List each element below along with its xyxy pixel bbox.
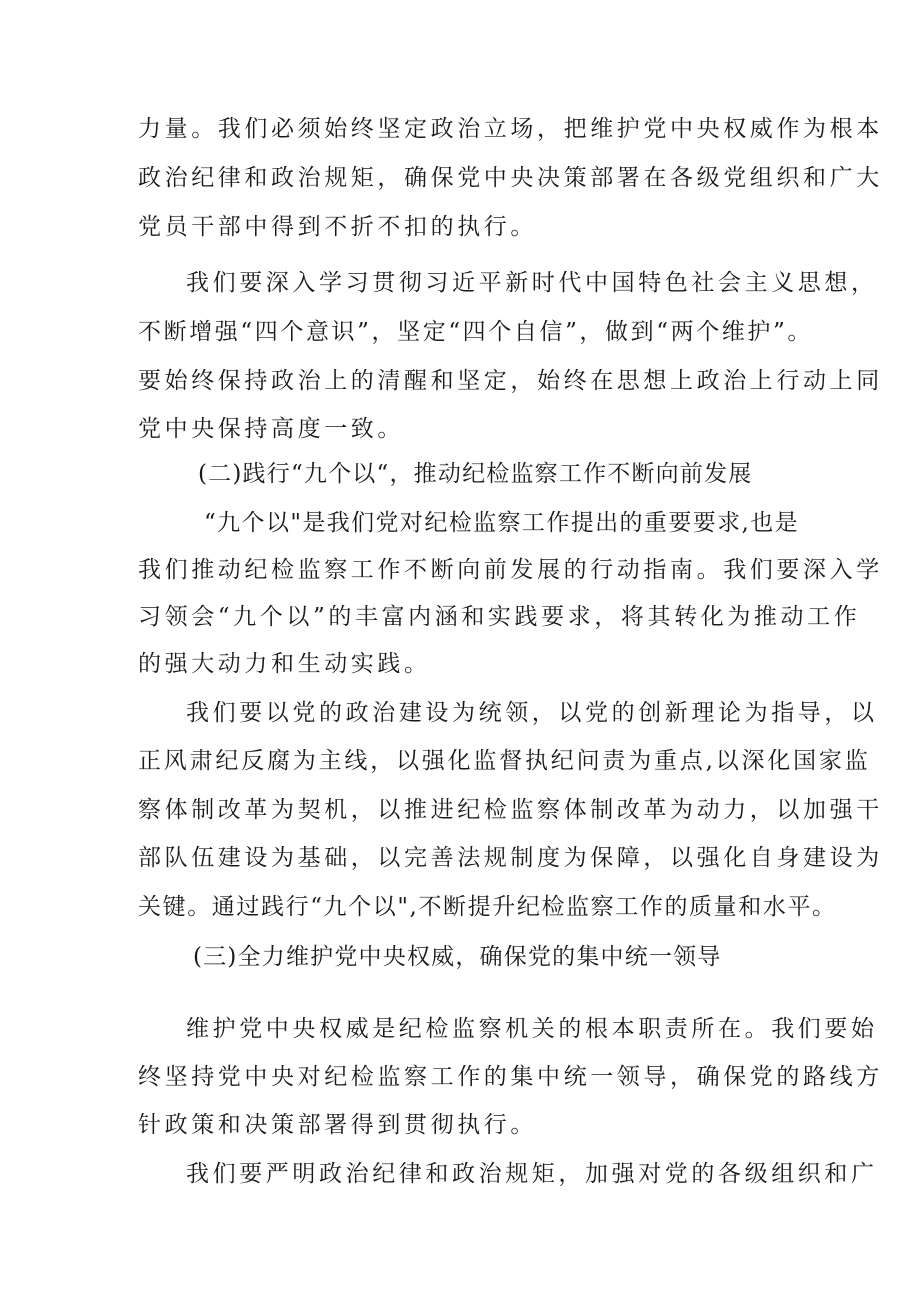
text-line: 的强大动力和生动实践。 (138, 651, 431, 677)
section-heading-3: (三)全力维护党中央权威，确保党的集中统一领导 (193, 944, 722, 970)
paragraph-start: 维护党中央权威是纪检监察机关的根本职责所在。我们要始 (186, 1016, 878, 1042)
text-line: 部队伍建设为基础，以完善法规制度为保障，以强化自身建设为 (138, 845, 883, 871)
text-line: 针政策和决策部署得到贯彻执行。 (138, 1112, 537, 1138)
text-line: 正风肃纪反腐为主线，以强化监督执纪问责为重点,以深化国家监 (138, 748, 871, 774)
paragraph-start: “九个以"是我们党对纪检监察工作提出的重要要求,也是 (204, 510, 800, 536)
text-line: 党中央保持高度一致。 (138, 416, 404, 442)
text-line: 力量。我们必须始终坚定政治立场，把维护党中央权威作为根本 (138, 116, 883, 142)
paragraph-start: 我们要以党的政治建设为统领，以党的创新理论为指导，以 (186, 700, 878, 726)
text-line: 党员干部中得到不折不扣的执行。 (138, 214, 537, 240)
section-heading-2: (二)践行“九个以“，推动纪检监察工作不断向前发展 (198, 461, 753, 487)
text-line: 终坚持党中央对纪检监察工作的集中统一领导，确保党的路线方 (138, 1064, 883, 1090)
text-line: 要始终保持政治上的清醒和坚定，始终在思想上政治上行动上同 (138, 368, 883, 394)
text-line: 不断增强“四个意识”，坚定“四个自信”，做到“两个维护”。 (138, 319, 813, 345)
text-line: 政治纪律和政治规矩，确保党中央决策部署在各级党组织和广大 (138, 165, 883, 191)
text-line: 我们推动纪检监察工作不断向前发展的行动指南。我们要深入学 (138, 557, 883, 583)
paragraph-start: 我们要严明政治纪律和政治规矩，加强对党的各级组织和广 (186, 1161, 878, 1187)
text-line: 关键。通过践行“九个以",不断提升纪检监察工作的质量和水平。 (138, 894, 837, 920)
text-line: 习领会“九个以”的丰富内涵和实践要求，将其转化为推动工作 (138, 604, 861, 630)
paragraph-start: 我们要深入学习贯彻习近平新时代中国特色社会主义思想， (186, 270, 878, 296)
text-line: 察体制改革为契机，以推进纪检监察体制改革为动力，以加强干 (138, 797, 883, 823)
